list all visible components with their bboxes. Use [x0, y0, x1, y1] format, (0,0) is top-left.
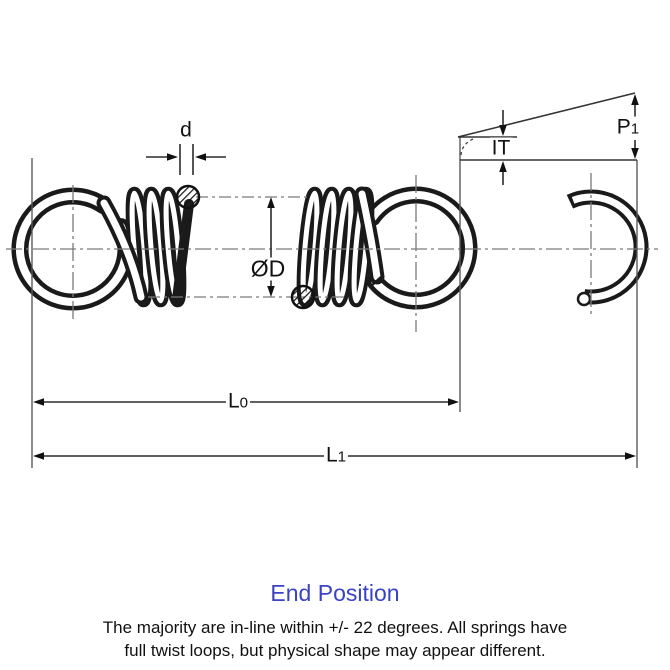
l0-arrowhead-right — [448, 398, 459, 406]
l1-label — [324, 445, 348, 466]
l1-sub-text: 1 — [337, 448, 347, 466]
d-arrowhead-right — [195, 153, 206, 161]
caption-line-2: full twist loops, but physical shape may appear different. — [124, 641, 546, 660]
od-arrowhead-top — [267, 197, 275, 208]
wire-diameter-label — [178, 120, 194, 141]
d-arrowhead-left — [167, 153, 178, 161]
l0-sub-text: 0 — [239, 394, 249, 412]
p1-main-text: P — [616, 115, 631, 139]
end-hook-wire-tip — [578, 293, 590, 305]
initial-tension-text: IT — [491, 136, 511, 160]
end-position-title: End Position — [270, 580, 400, 606]
left-spring-drawing — [20, 193, 189, 302]
caption-line-1: The majority are in-line within +/- 22 degrees. All springs have — [102, 618, 568, 637]
l1-arrowhead-left — [33, 452, 44, 460]
wire-cross-sections — [177, 186, 314, 308]
l1-main-text: L — [325, 443, 338, 467]
p1-arrowhead-top — [631, 94, 639, 105]
l0-label — [226, 391, 250, 412]
pitch-slope-line — [458, 93, 635, 137]
l0-arrowhead-left — [33, 398, 44, 406]
od-arrowhead-bottom — [267, 286, 275, 297]
middle-wire-section-hatch — [292, 286, 314, 308]
left-wire-section-hatch — [177, 186, 199, 208]
wire-diameter-text: d — [180, 118, 192, 142]
p1-arrowhead-bottom — [631, 148, 639, 159]
middle-spring-drawing — [300, 193, 469, 301]
initial-tension-label — [490, 138, 513, 159]
end-position-hook-drawing — [570, 197, 641, 305]
it-arrowhead-top — [499, 125, 507, 136]
hidden-transition-line — [461, 139, 473, 155]
p1-sub-text: 1 — [630, 120, 640, 138]
it-arrowhead-bottom — [499, 161, 507, 172]
outer-diameter-label — [249, 255, 288, 282]
reference-lines — [458, 93, 640, 160]
p1-label — [615, 117, 641, 138]
l1-arrowhead-right — [625, 452, 636, 460]
l0-main-text: L — [227, 389, 240, 413]
caption — [0, 616, 670, 662]
outer-diameter-text: ØD — [250, 255, 286, 282]
